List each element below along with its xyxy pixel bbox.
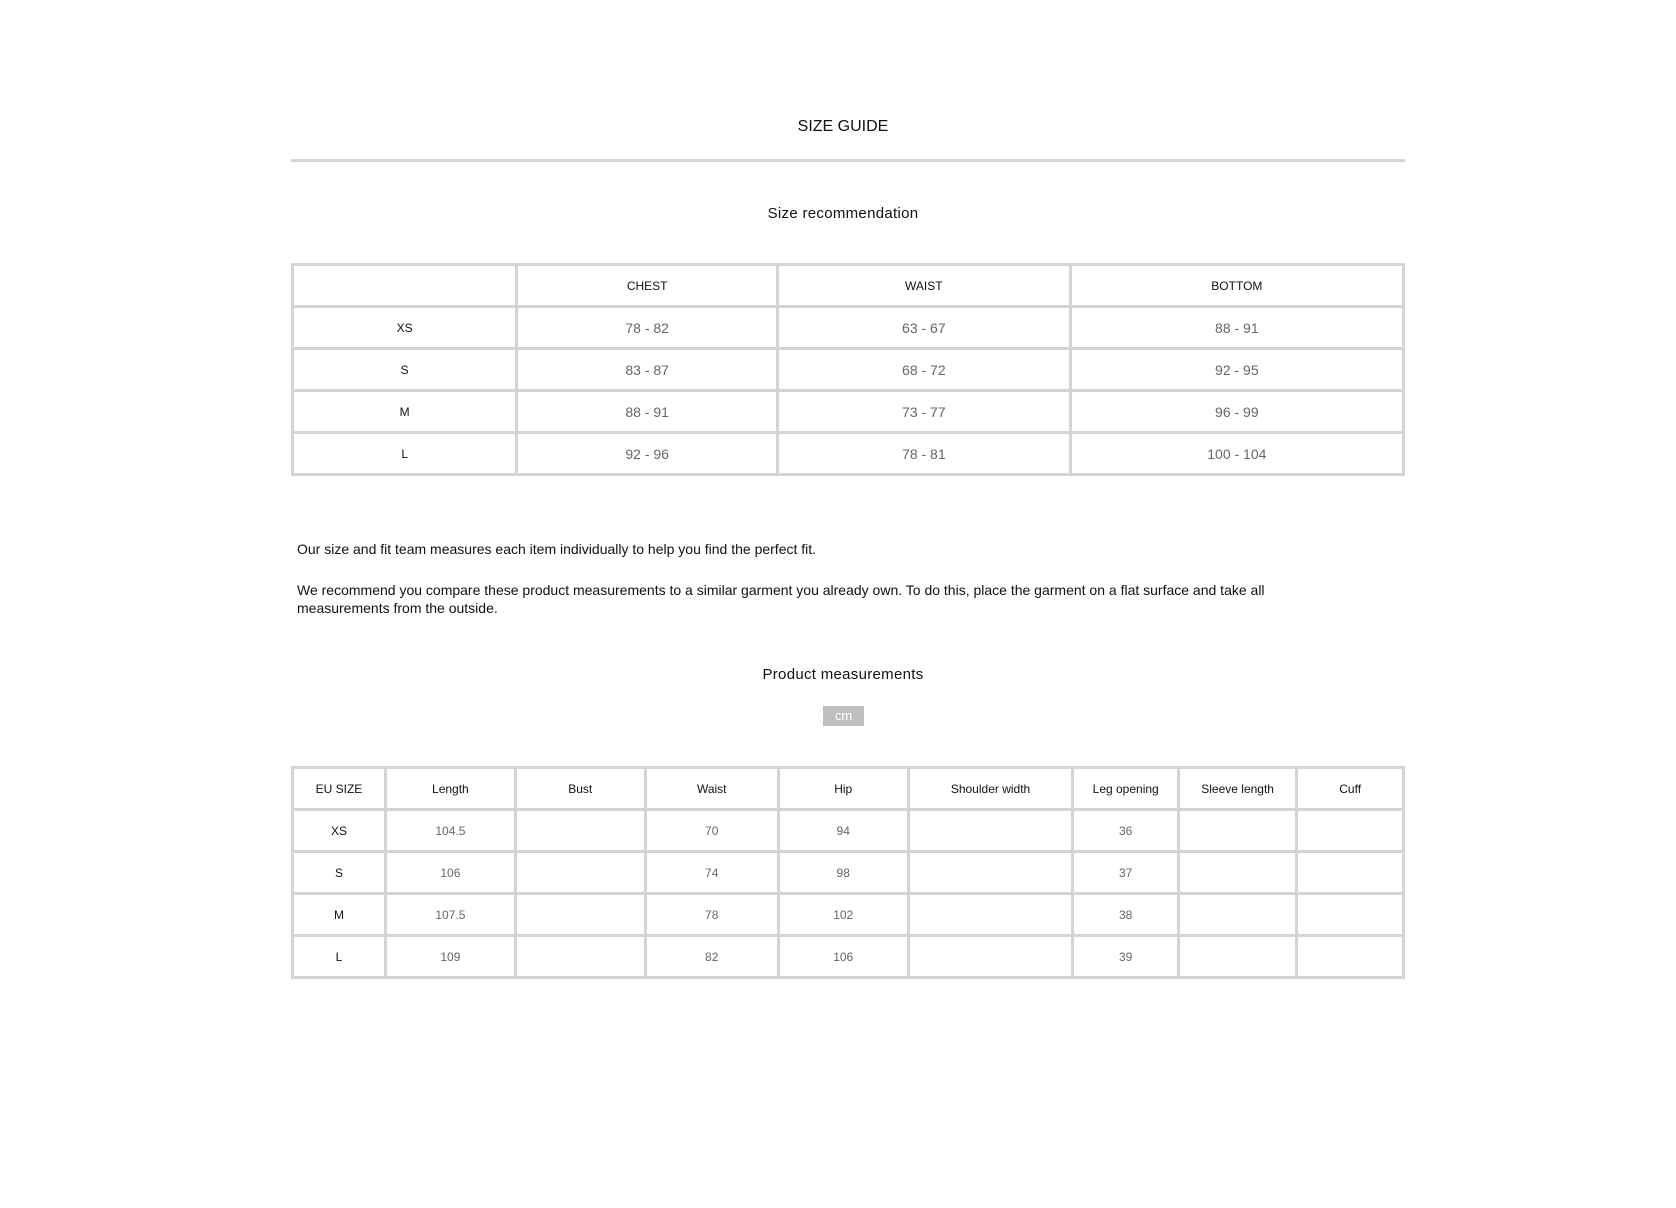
- size-label: M: [293, 894, 386, 936]
- table-cell: [515, 810, 645, 852]
- table-cell: [1178, 810, 1296, 852]
- table-row: [293, 852, 1404, 894]
- table-cell: 38: [1073, 894, 1179, 936]
- table-row: [293, 433, 1404, 475]
- table-header-row: [293, 768, 1404, 810]
- product-measurements-table: [291, 766, 1405, 979]
- table-cell: 74: [645, 852, 778, 894]
- table-cell: [515, 894, 645, 936]
- table-cell: 36: [1073, 810, 1179, 852]
- column-header-waist: WAIST: [777, 265, 1070, 307]
- size-label: M: [293, 391, 517, 433]
- size-label: L: [293, 433, 517, 475]
- table-cell: [1178, 894, 1296, 936]
- column-header-length: Length: [385, 768, 515, 810]
- column-header-sleeve-length: Sleeve length: [1178, 768, 1296, 810]
- table-cell: 68 - 72: [777, 349, 1070, 391]
- table-cell: [1178, 852, 1296, 894]
- table-cell: 106: [385, 852, 515, 894]
- table-cell: 63 - 67: [777, 307, 1070, 349]
- table-cell: 102: [778, 894, 908, 936]
- table-cell: 88 - 91: [1070, 307, 1403, 349]
- page-title: SIZE GUIDE: [797, 118, 889, 135]
- table-cell: 83 - 87: [517, 349, 778, 391]
- product-measurements-title: Product measurements: [762, 666, 924, 683]
- table-cell: [515, 936, 645, 978]
- table-cell: 109: [385, 936, 515, 978]
- size-recommendation-title: Size recommendation: [767, 205, 919, 222]
- table-cell: 78 - 81: [777, 433, 1070, 475]
- table-cell: 70: [645, 810, 778, 852]
- table-cell: 94: [778, 810, 908, 852]
- table-row: [293, 894, 1404, 936]
- table-cell: 37: [1073, 852, 1179, 894]
- column-header-cuff: Cuff: [1297, 768, 1404, 810]
- table-cell: 88 - 91: [517, 391, 778, 433]
- table-cell: 107.5: [385, 894, 515, 936]
- table-cell: 96 - 99: [1070, 391, 1403, 433]
- table-row: [293, 391, 1404, 433]
- table-header-row: [293, 265, 1404, 307]
- column-header-bottom: BOTTOM: [1070, 265, 1403, 307]
- table-cell: 98: [778, 852, 908, 894]
- column-header: [293, 265, 517, 307]
- table-row: [293, 349, 1404, 391]
- table-cell: 100 - 104: [1070, 433, 1403, 475]
- table-cell: [908, 936, 1073, 978]
- fit-team-note: Our size and fit team measures each item individually to help you find the perfect fit.: [297, 541, 817, 557]
- table-cell: [515, 852, 645, 894]
- table-cell: [1178, 936, 1296, 978]
- size-label: L: [293, 936, 386, 978]
- table-row: [293, 810, 1404, 852]
- table-cell: 78 - 82: [517, 307, 778, 349]
- size-label: S: [293, 852, 386, 894]
- table-cell: 78: [645, 894, 778, 936]
- column-header-leg-opening: Leg opening: [1073, 768, 1179, 810]
- table-cell: [908, 852, 1073, 894]
- column-header-waist: Waist: [645, 768, 778, 810]
- table-cell: 39: [1073, 936, 1179, 978]
- compare-measurements-note: We recommend you compare these product measurements to a similar garment you already own. To do this, place the garment on a flat surface and take all measurements from the outside.: [297, 582, 1265, 616]
- table-cell: [1297, 936, 1404, 978]
- table-row: [293, 307, 1404, 349]
- table-cell: 92 - 96: [517, 433, 778, 475]
- table-cell: 73 - 77: [777, 391, 1070, 433]
- table-cell: 104.5: [385, 810, 515, 852]
- table-cell: [1297, 810, 1404, 852]
- table-cell: 92 - 95: [1070, 349, 1403, 391]
- table-row: [293, 936, 1404, 978]
- table-cell: [908, 810, 1073, 852]
- size-label: XS: [293, 810, 386, 852]
- size-label: S: [293, 349, 517, 391]
- table-cell: [908, 894, 1073, 936]
- table-cell: 106: [778, 936, 908, 978]
- table-cell: [1297, 852, 1404, 894]
- column-header-hip: Hip: [778, 768, 908, 810]
- table-cell: [1297, 894, 1404, 936]
- title-divider: [291, 159, 1405, 162]
- size-recommendation-table: [291, 263, 1405, 476]
- column-header-shoulder-width: Shoulder width: [908, 768, 1073, 810]
- column-header-chest: CHEST: [517, 265, 778, 307]
- size-label: XS: [293, 307, 517, 349]
- unit-toggle-cm[interactable]: cm: [823, 706, 864, 726]
- column-header-eu-size: EU SIZE: [293, 768, 386, 810]
- column-header-bust: Bust: [515, 768, 645, 810]
- table-cell: 82: [645, 936, 778, 978]
